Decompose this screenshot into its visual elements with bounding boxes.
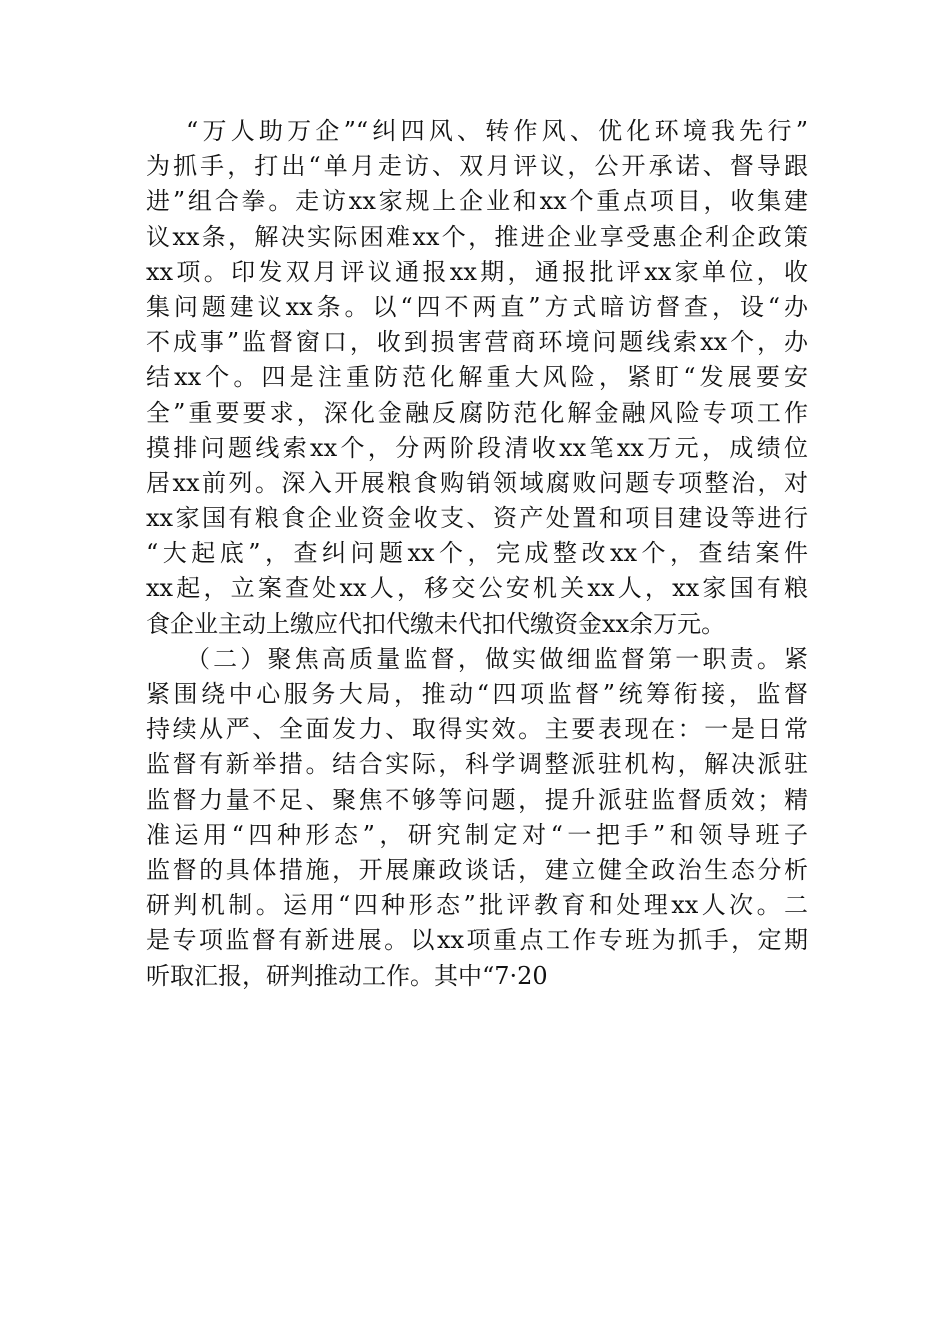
text-line: 持续从严、全面发力、取得实效。主要表现在：一是日常 [146,715,808,744]
text-line: 为抓手，打出“单月走访、双月评议，公开承诺、督导跟 [146,152,808,181]
paragraph-2 [146,642,808,994]
text-line: 监督有新举措。结合实际，科学调整派驻机构，解决派驻 [146,750,808,779]
text-line: xx家国有粮食企业资金收支、资产处置和项目建设等进行 [146,504,808,533]
text-line: 议xx条，解决实际困难xx个，推进企业享受惠企利企政策 [146,222,808,251]
text-line: 摸排问题线索xx个，分两阶段清收xx笔xx万元，成绩位 [146,433,808,462]
text-line: 食企业主动上缴应代扣代缴未代扣代缴资金xx余万元。 [146,609,726,638]
text-line: 是专项监督有新进展。以xx项重点工作专班为抓手，定期 [146,926,808,955]
body-text [146,114,808,994]
text-line: 研判机制。运用“四种形态”批评教育和处理xx人次。二 [146,891,808,920]
text-line: 结xx个。四是注重防范化解重大风险，紧盯“发展要安 [146,363,808,392]
text-line: 居xx前列。深入开展粮食购销领域腐败问题专项整治，对 [146,468,808,497]
text-line: “大起底”，查纠问题xx个，完成整改xx个，查结案件 [146,539,808,568]
paragraph-1 [146,114,808,642]
text-line: 全”重要要求，深化金融反腐防范化解金融风险专项工作 [146,398,808,427]
text-line: 监督的具体措施，开展廉政谈话，建立健全政治生态分析 [146,855,808,884]
text-line: 听取汇报，研判推动工作。其中“7·20 [146,961,548,990]
text-line: xx项。印发双月评议通报xx期，通报批评xx家单位，收 [146,257,808,286]
text-line: 准运用“四种形态”，研究制定对“一把手”和领导班子 [146,820,808,849]
text-line: xx起，立案查处xx人，移交公安机关xx人，xx家国有粮 [146,574,808,603]
text-line: 不成事”监督窗口，收到损害营商环境问题线索xx个，办 [146,328,808,357]
text-line: 监督力量不足、聚焦不够等问题，提升派驻监督质效；精 [146,785,808,814]
text-line: 集问题建议xx条。以“四不两直”方式暗访督查，设“办 [146,292,808,321]
text-line: 紧围绕中心服务大局，推动“四项监督”统筹衔接，监督 [146,680,808,708]
text-line: （二）聚焦高质量监督，做实做细监督第一职责。紧 [186,644,808,673]
text-line: 进”组合拳。走访xx家规上企业和xx个重点项目，收集建 [146,187,808,216]
text-line: “万人助万企”“纠四风、转作风、优化环境我先行” [186,117,808,145]
